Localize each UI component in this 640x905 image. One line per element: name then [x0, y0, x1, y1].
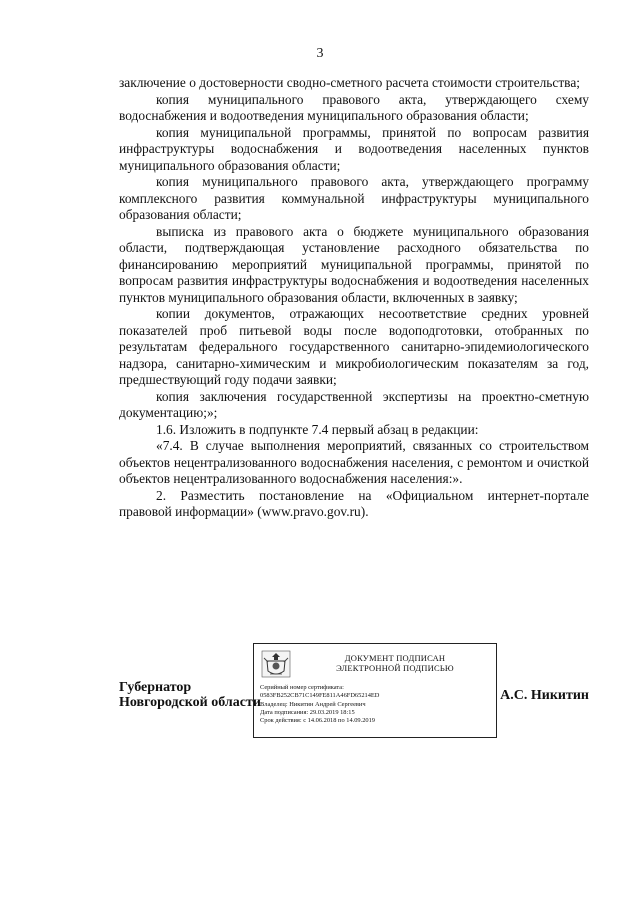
coat-of-arms-icon	[261, 650, 291, 678]
paragraph-10: 2. Разместить постановление на «Официальном интернет-портале правовой информации» (www.pravo.gov.ru).	[119, 487, 589, 519]
document-body	[119, 75, 589, 521]
paragraph-8: 1.6. Изложить в подпункте 7.4 первый абзац в редакции:	[156, 421, 479, 437]
stamp-cert-number: 0583FB252CB71C149FE811A46FD65214ED	[260, 692, 380, 700]
signer-title-line-1: Губернатор	[119, 680, 192, 695]
paragraph-2: копия муниципального правового акта, утверждающего схему водоснабжения и водоотведения муниципального образования области;	[119, 91, 589, 123]
paragraph-5: выписка из правового акта о бюджете муниципального образования области, подтверждающая установление расходного обязательства по финансированию мероприятий муниципальной программы, принятой по вопросам развития инфраструктуры водоснабжения и водоотведения населенных пунктов муниципального образования области, включенных в заявку;	[119, 223, 589, 305]
paragraph-6: копии документов, отражающих несоответствие средних уровней показателей проб питьевой воды после водоподготовки, отобранных по результатам федерального государственного санитарно-эпидемиологического надзора, санитарно-химическим и микробиологическим показателям за год, предшествующий году подачи заявки;	[119, 306, 589, 387]
paragraph-7: копия заключения государственной экспертизы на проектно-сметную документацию;»;	[119, 388, 589, 420]
paragraph-9: «7.4. В случае выполнения мероприятий, связанных со строительством объектов нецентрализованного водоснабжения населения, с ремонтом и очисткой объектов нецентрализованного водоснабжения населения:».	[119, 438, 589, 486]
stamp-heading-line-1: ДОКУМЕНТ ПОДПИСАН	[344, 653, 446, 663]
stamp-owner: Владелец: Никитин Андрей Сергеевич	[260, 700, 366, 708]
electronic-signature-stamp	[253, 643, 497, 738]
page-number: 3	[316, 46, 324, 61]
stamp-validity: Срок действия: с 14.06.2018 по 14.09.2019	[260, 717, 376, 725]
stamp-heading-line-2: ЭЛЕКТРОННОЙ ПОДПИСЬЮ	[336, 663, 454, 673]
stamp-details	[260, 684, 379, 725]
paragraph-3: копия муниципальной программы, принятой по вопросам развития инфраструктуры водоснабжения и водоотведения населенных пунктов муниципального образования области;	[119, 124, 589, 173]
signer-title	[119, 680, 261, 710]
signer-title-line-2: Новгородской области	[119, 695, 261, 710]
signer-name: А.С. Никитин	[500, 688, 589, 703]
paragraph-4: копия муниципального правового акта, утверждающего программу комплексного развития коммунальной инфраструктуры муниципального образования области;	[119, 174, 589, 222]
stamp-heading	[300, 653, 490, 673]
signature-block	[119, 643, 589, 743]
paragraph-1: заключение о достоверности сводно-сметного расчета стоимости строительства;	[119, 75, 580, 90]
stamp-signed-date: Дата подписания: 29.03.2019 18:15	[260, 708, 355, 716]
stamp-cert-label: Серийный номер сертификата:	[260, 684, 344, 691]
